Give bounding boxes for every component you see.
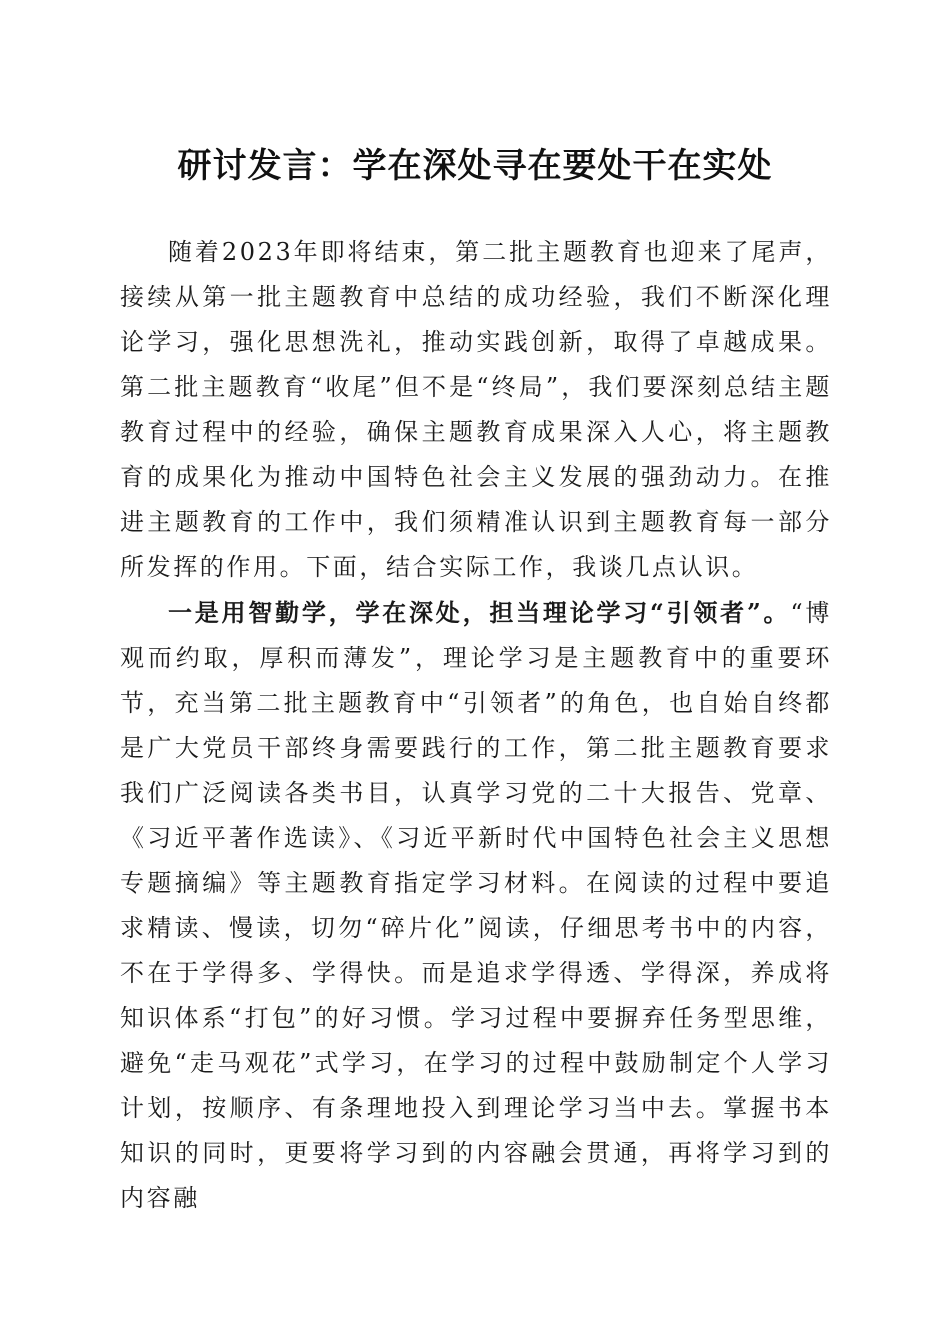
- document-title: 研讨发言：学在深处寻在要处干在实处: [177, 146, 773, 186]
- paragraph-intro: [120, 230, 832, 590]
- paragraph-point-one: [120, 590, 832, 1221]
- document-body: [120, 230, 832, 1221]
- paragraph-lead: 一是用智勤学，学在深处，担当理论学习“引领者”。: [168, 598, 791, 627]
- paragraph-text: 随着2023年即将结束，第二批主题教育也迎来了尾声，接续从第一批主题教育中总结的成功经验，我们不断深化理论学习，强化思想洗礼，推动实践创新，取得了卓越成果。第二批主题教育“收尾”但不是“终局”，我们要深刻总结主题教育过程中的经验，确保主题教育成果深入人心，将主题教育的成果化为推动中国特色社会主义发展的强劲动力。在推进主题教育的工作中，我们须精准认识到主题教育每一部分所发挥的作用。下面，结合实际工作，我谈几点认识。: [120, 238, 832, 581]
- paragraph-text: “博观而约取，厚积而薄发”，理论学习是主题教育中的重要环节，充当第二批主题教育中“引领者”的角色，也自始自终都是广大党员干部终身需要践行的工作，第二批主题教育要求我们广泛阅读各类书目，认真学习党的二十大报告、党章、《习近平著作选读》、《习近平新时代中国特色社会主义思想专题摘编》等主题教育指定学习材料。在阅读的过程中要追求精读、慢读，切勿“碎片化”阅读，仔细思考书中的内容，不在于学得多、学得快。而是追求学得透、学得深，养成将知识体系“打包”的好习惯。学习过程中要摒弃任务型思维，避免“走马观花”式学习，在学习的过程中鼓励制定个人学习计划，按顺序、有条理地投入到理论学习当中去。掌握书本知识的同时，更要将学习到的内容融会贯通，再将学习到的内容融: [120, 599, 832, 1212]
